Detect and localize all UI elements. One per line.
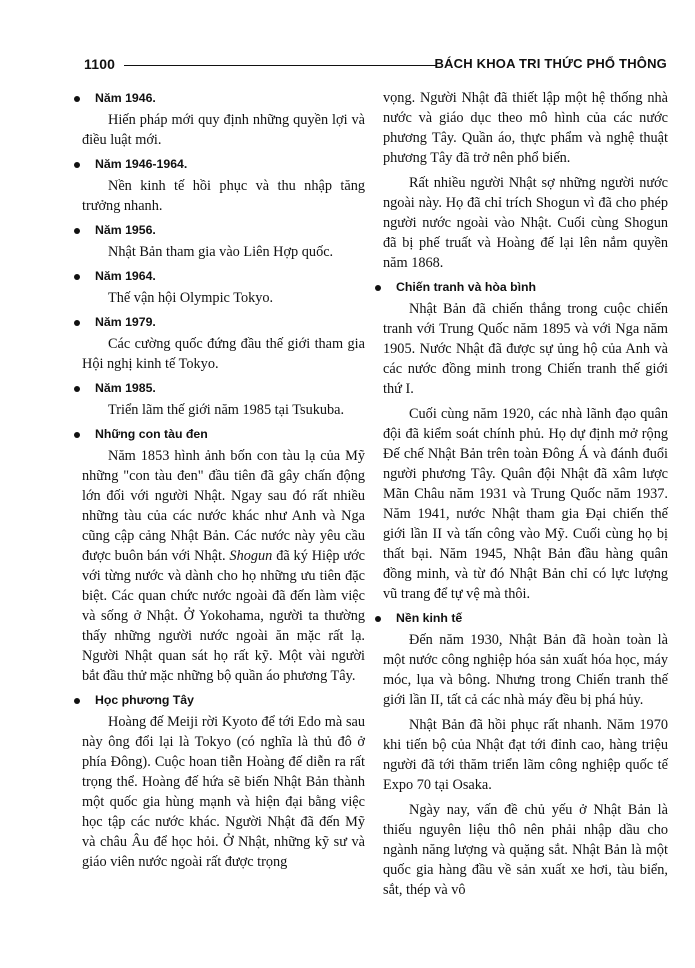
bullet-icon [74,320,80,326]
paragraph-1964: Thế vận hội Olympic Tokyo. [108,290,274,306]
bullet-icon [74,432,80,438]
left-column [82,88,365,872]
header-rule [124,65,436,66]
paragraph-1946: Hiến pháp mới quy định những quyền lợi và điều luật mới. [82,112,365,148]
section-heading-1964 [82,266,365,286]
paragraph-war-1: Nhật Bản đã chiến thắng trong cuộc chiến tranh với Trung Quốc năm 1895 và với Nga năm 1905. Nước Nhật đã được sự ủng hộ của Anh và các nước đồng minh trong Chiến tranh thế giới thứ I. [383,301,668,397]
paragraph-1979: Các cường quốc đứng đầu thế giới tham gia Hội nghị kinh tế Tokyo. [82,336,365,372]
paragraph-black-ships: Năm 1853 hình ảnh bốn con tàu lạ của Mỹ những "con tàu đen" đầu tiên đã gây chấn động lớn đối với người Nhật. Ngay sau đó rất nhiều những tàu của các nước khác như Anh và Nga cũng cập cảng Nhật Bản. Các nước này yêu cầu được buôn bán với Nhật. Shogun đã ký Hiệp ước với từng nước và dành cho họ những ưu tiên đặc biệt. Các quan chức nước ngoài đã đến làm việc và sống ở Nhật. Ở Yokohama, người ta thường thấy những người nước ngoài ăn mặc rất lạ. Người Nhật quan sát họ rất kỹ. Một vài người bắt đầu thử mặc những bộ quần áo phương Tây. [82,448,366,684]
section-heading-economy [383,608,668,628]
paragraph-1946-1964: Nền kinh tế hồi phục và thu nhập tăng trưởng nhanh. [82,178,365,214]
section-heading-1985 [82,378,365,398]
paragraph-economy-2: Nhật Bản đã hồi phục rất nhanh. Năm 1970 khi tiến bộ của Nhật đạt tới đỉnh cao, hàng triệu người đã tới thăm triển lãm công nghiệp quốc tế Expo 70 tại Osaka. [383,717,668,793]
right-column [383,88,668,900]
paragraph-fear-of-foreigners: Rất nhiều người Nhật sợ những người nước ngoài này. Họ đã chỉ trích Shogun vì đã cho phép người nước ngoài vào Nhật. Cuối cùng Shogun đã bị phế truất và Hoàng đế lại lên nắm quyền năm 1868. [383,175,668,271]
heading-text: Năm 1964. [95,269,156,283]
bullet-icon [74,228,80,234]
section-heading-1956 [82,220,365,240]
paragraph-continued: vọng. Người Nhật đã thiết lập một hệ thống nhà nước và giáo dục theo mô hình của các nước phương Tây. Quần áo, thực phẩm và nghệ thuật phương Tây đã trở nên phổ biến. [383,90,668,166]
section-heading-war-and-peace [383,277,668,297]
heading-text: Năm 1979. [95,315,156,329]
bullet-icon [375,285,381,291]
section-heading-1946 [82,88,365,108]
section-heading-learning-west [82,690,365,710]
paragraph-learning-west: Hoàng đế Meiji rời Kyoto để tới Edo mà sau này ông đổi lại là Tokyo (có nghĩa là thủ đô ở phía Đông). Cuộc hoan tiễn Hoàng đế diễn ra rất trọng thể. Hoàng đế hứa sẽ biến Nhật Bản thành một quốc gia hùng mạnh và hiện đại bằng việc học tập các nước khác. Người Nhật đã đến Mỹ và châu Âu để học hỏi. Ở Nhật, những kỹ sư và giáo viên nước ngoài rất được trọng [82,714,365,870]
paragraph-1985: Triển lãm thế giới năm 1985 tại Tsukuba. [108,402,345,418]
bullet-icon [375,616,381,622]
heading-text: Năm 1946-1964. [95,157,188,171]
running-title: BÁCH KHOA TRI THỨC PHỔ THÔNG [434,56,667,71]
bullet-icon [74,386,80,392]
paragraph-economy-3: Ngày nay, vấn đề chủ yếu ở Nhật Bản là thiếu nguyên liệu thô nên phải nhập dầu cho ngành năng lượng và quặng sắt. Nhật Bản là một quốc gia hàng đầu về sản xuất xe hơi, tàu biển, sắt, thép và vô [383,802,668,898]
bullet-icon [74,698,80,704]
bullet-icon [74,162,80,168]
bullet-icon [74,96,80,102]
heading-text: Chiến tranh và hòa bình [396,280,537,294]
heading-text: Những con tàu đen [95,427,208,441]
section-heading-black-ships [82,424,365,444]
heading-text: Học phương Tây [95,693,194,707]
heading-text: Năm 1985. [95,381,156,395]
page-number: 1100 [84,56,116,72]
heading-text: Nền kinh tế [396,611,463,625]
paragraph-economy-1: Đến năm 1930, Nhật Bản đã hoàn toàn là một nước công nghiệp hóa sản xuất hóa học, máy móc, lụa và bông. Nhưng trong Chiến tranh thế giới lần II, tất cả các nhà máy đều bị phá hủy. [383,632,668,708]
section-heading-1979 [82,312,365,332]
section-heading-1946-1964 [82,154,365,174]
page-header [84,56,667,78]
heading-text: Năm 1946. [95,91,156,105]
paragraph-1956: Nhật Bản tham gia vào Liên Hợp quốc. [108,244,334,260]
bullet-icon [74,274,80,280]
paragraph-war-2: Cuối cùng năm 1920, các nhà lãnh đạo quân đội đã kiểm soát chính phủ. Họ dự định mở rộng Đế chế Nhật Bản trên toàn Đông Á và đánh đuổi người phương Tây. Quân đội Nhật đã xâm lược Mãn Châu năm 1931 và Trung Quốc năm 1937. Năm 1941, nước Nhật tham gia Đại chiến thế giới lần II và tấn công vào Mỹ. Cuối cùng họ bị thất bại. Năm 1945, Nhật Bản đầu hàng quân đồng minh, và từ đó Nhật Bản chỉ có lực lượng vũ trang để tự vệ mà thôi. [383,406,668,602]
heading-text: Năm 1956. [95,223,156,237]
